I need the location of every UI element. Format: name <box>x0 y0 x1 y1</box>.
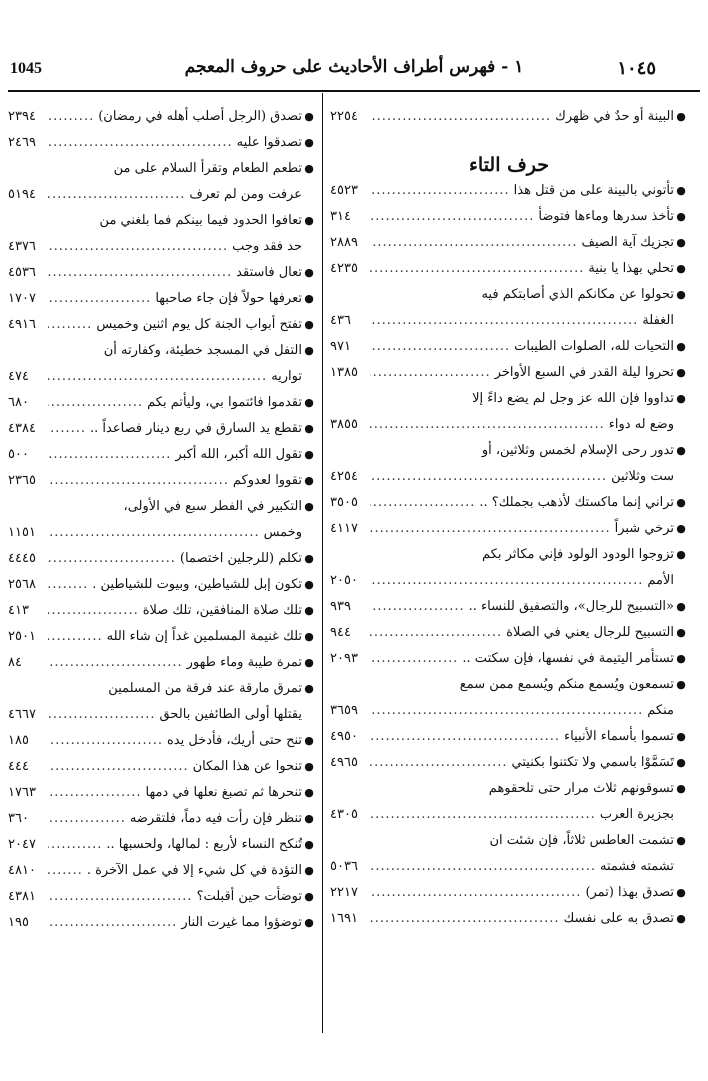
bullet-icon: ● <box>676 236 686 249</box>
page-number-latin: 1045 <box>10 60 42 77</box>
leader-dots <box>370 516 615 542</box>
leader-dots <box>48 182 189 208</box>
index-entry-continuation <box>8 702 316 728</box>
index-entry-continuation <box>330 308 688 334</box>
index-entry <box>330 828 688 854</box>
leader-dots <box>48 286 155 312</box>
leader-dots <box>370 308 642 334</box>
index-entry <box>8 208 316 234</box>
leader-dots <box>370 750 512 776</box>
index-entry-continuation <box>8 234 316 260</box>
hadith-number: ٢٠٩٣ <box>330 651 358 666</box>
index-entry <box>330 282 688 308</box>
hadith-number: ١٣٨٥ <box>330 365 358 380</box>
leader-dots <box>48 754 193 780</box>
entry-text: عرفت ومن لم تعرف <box>189 187 302 202</box>
hadith-number: ٩٧١ <box>330 339 351 354</box>
hadith-number: ٤١٣ <box>8 603 29 618</box>
leader-dots <box>370 698 647 724</box>
entry-text: تستأمر اليتيمة في نفسها، فإن سكتت .. <box>462 651 674 666</box>
hadith-number: ٤٤٤٥ <box>8 551 36 566</box>
hadith-number: ٣٦٥٩ <box>330 703 358 718</box>
bullet-icon: ● <box>304 812 314 825</box>
index-entry <box>330 906 688 932</box>
index-entry <box>8 130 316 156</box>
leader-dots <box>48 780 146 806</box>
entry-text: تقووا لعدوكم <box>232 473 302 488</box>
index-entry <box>8 442 316 468</box>
entry-text: تأخذ سدرها وماءها فتوضأ <box>538 209 674 224</box>
hadith-number: ٤٣٧٦ <box>8 239 36 254</box>
index-entry <box>8 624 316 650</box>
bullet-icon: ● <box>304 916 314 929</box>
leader-dots <box>48 442 175 468</box>
left-column <box>8 104 316 936</box>
index-entry <box>330 646 688 672</box>
entry-text: تشمته فشمته <box>600 859 674 874</box>
entry-text: تُنكح النساء لأربع : لمالها، ولحسبها .. <box>106 837 302 852</box>
bullet-icon: ● <box>676 184 686 197</box>
bullet-icon: ● <box>676 366 686 379</box>
index-entry <box>8 286 316 312</box>
leader-dots <box>48 468 233 494</box>
bullet-icon: ● <box>304 136 314 149</box>
entry-text: تواريه <box>271 369 302 384</box>
bullet-icon: ● <box>304 110 314 123</box>
entry-text: التسبيح للرجال يعني في الصلاة <box>506 625 674 640</box>
entry-text: تمرق مارقة عند فرقة من المسلمين <box>108 681 302 696</box>
hadith-number: ٤٥٢٣ <box>330 183 358 198</box>
hadith-number: ٩٣٩ <box>330 599 351 614</box>
index-entry-continuation <box>330 464 688 490</box>
bullet-icon: ● <box>676 912 686 925</box>
bullet-icon: ● <box>676 626 686 639</box>
hadith-number: ٤١١٧ <box>330 521 358 536</box>
leader-dots <box>48 572 92 598</box>
entry-text: تحولوا عن مكانكم الذي أصابتكم فيه <box>481 287 674 302</box>
index-entry-continuation <box>330 568 688 594</box>
leader-dots <box>370 412 609 438</box>
entry-text: البينة أو حدٌ في ظهرك <box>555 109 674 124</box>
hadith-number: ٨٤ <box>8 655 22 670</box>
entry-text: تراني إنما ماكستك لأذهب بجملك؟ .. <box>479 495 674 510</box>
entry-text: تشمت العاطس ثلاثاً، فإن شئت ان <box>489 833 674 848</box>
leader-dots <box>48 650 187 676</box>
index-entry-continuation <box>330 854 688 880</box>
leader-dots <box>370 854 600 880</box>
bullet-icon: ● <box>676 288 686 301</box>
bullet-icon: ● <box>676 522 686 535</box>
index-entry <box>330 516 688 542</box>
entry-text: تكون إبل للشياطين، وبيوت للشياطين . <box>92 577 302 592</box>
header-rule <box>8 90 700 92</box>
section-heading-text: حرف التاء <box>468 154 550 176</box>
entry-text: تكلم (للرجلين اختصما) <box>179 551 302 566</box>
leader-dots <box>370 464 611 490</box>
bullet-icon: ● <box>676 782 686 795</box>
hadith-number: ٤٩١٦ <box>8 317 36 332</box>
entry-text: وضع له دواء <box>608 417 674 432</box>
leader-dots <box>48 598 143 624</box>
bullet-icon: ● <box>304 396 314 409</box>
hadith-number: ٤٤٤ <box>8 759 29 774</box>
bullet-icon: ● <box>304 552 314 565</box>
entry-text: تحروا ليلة القدر في السبع الأواخر <box>494 365 674 380</box>
index-entry-continuation <box>330 698 688 724</box>
index-entry <box>8 910 316 936</box>
leader-dots <box>48 130 237 156</box>
index-entry <box>330 204 688 230</box>
entry-text: التفل في المسجد خطيئة، وكفارته أن <box>103 343 302 358</box>
bullet-icon: ● <box>304 890 314 903</box>
hadith-number: ١٩٥ <box>8 915 29 930</box>
leader-dots <box>48 364 271 390</box>
bullet-icon: ● <box>676 756 686 769</box>
index-entry <box>330 724 688 750</box>
leader-dots <box>370 204 538 230</box>
entry-text: تفتح أبواب الجنة كل يوم اثنين وخميس <box>96 317 302 332</box>
bullet-icon: ● <box>304 604 314 617</box>
leader-dots <box>48 806 130 832</box>
index-entry <box>330 594 688 620</box>
hadith-number: ١٦٩١ <box>330 911 358 926</box>
hadith-number: ١٧٠٧ <box>8 291 36 306</box>
hadith-number: ٤٢٥٤ <box>330 469 358 484</box>
index-entry <box>330 750 688 776</box>
bullet-icon: ● <box>304 682 314 695</box>
hadith-number: ٣٨٥٥ <box>330 417 358 432</box>
leader-dots <box>370 880 585 906</box>
hadith-number: ٢٣٩٤ <box>8 109 36 124</box>
index-entry <box>8 468 316 494</box>
hadith-number: ٢٨٨٩ <box>330 235 358 250</box>
entry-text: تعال فاستقد <box>236 265 302 280</box>
hadith-number: ٢٢١٧ <box>330 885 358 900</box>
entry-text: تنظر فإن رأت فيه دماً، فلتقرضه <box>129 811 302 826</box>
entry-text: تصدق (الرجل أصلب أهله في رمضان) <box>98 109 302 124</box>
bullet-icon: ● <box>304 656 314 669</box>
leader-dots <box>370 646 462 672</box>
leader-dots <box>48 312 96 338</box>
leader-dots <box>48 858 87 884</box>
hadith-number: ٢٤٦٩ <box>8 135 36 150</box>
entry-text: تقطع يد السارق في ربع دينار فصاعداً .. <box>90 421 302 436</box>
entry-text: تمرة طيبة وماء طهور <box>186 655 302 670</box>
leader-dots <box>370 256 588 282</box>
leader-dots <box>48 546 180 572</box>
hadith-number: ٣٦٠ <box>8 811 29 826</box>
bullet-icon: ● <box>304 474 314 487</box>
entry-text: ست وثلاثين <box>611 469 674 484</box>
hadith-number: ٢٠٥٠ <box>330 573 358 588</box>
hadith-number: ٥٠٠ <box>8 447 29 462</box>
hadith-number: ٢٠٤٧ <box>8 837 36 852</box>
index-entry <box>330 542 688 568</box>
entry-text: بجزيرة العرب <box>599 807 674 822</box>
hadith-number: ٤٩٥٠ <box>330 729 358 744</box>
hadith-number: ٤٨١٠ <box>8 863 36 878</box>
bullet-icon: ● <box>676 678 686 691</box>
index-entry <box>330 104 688 130</box>
hadith-number: ٥١٩٤ <box>8 187 36 202</box>
hadith-number: ١١٥١ <box>8 525 36 540</box>
bullet-icon: ● <box>676 262 686 275</box>
index-entry <box>330 334 688 360</box>
bullet-icon: ● <box>676 652 686 665</box>
index-entry <box>8 598 316 624</box>
entry-text: التكبير في الفطر سبع في الأولى، <box>123 499 302 514</box>
index-entry <box>8 390 316 416</box>
hadith-number: ٦٨٠ <box>8 395 29 410</box>
page-title: ١ - فهرس أطراف الأحاديث على حروف المعجم <box>184 57 524 77</box>
leader-dots <box>370 594 469 620</box>
leader-dots <box>48 702 160 728</box>
bullet-icon: ● <box>304 838 314 851</box>
entry-text: «التسبيح للرجال»، والتصفيق للنساء .. <box>468 599 674 614</box>
entry-text: تصدقوا عليه <box>236 135 302 150</box>
leader-dots <box>370 906 564 932</box>
hadith-number: ٤٩٦٥ <box>330 755 358 770</box>
leader-dots <box>370 724 564 750</box>
entry-text: الأمم <box>647 573 674 588</box>
entry-text: يقتلها أولى الطائفين بالحق <box>159 707 302 722</box>
index-entry-continuation <box>8 182 316 208</box>
leader-dots <box>370 802 600 828</box>
hadith-number: ٣٥٠٥ <box>330 495 358 510</box>
entry-text: توضأت حين أقبلت؟ <box>196 889 302 904</box>
index-entry <box>8 780 316 806</box>
bullet-icon: ● <box>676 730 686 743</box>
bullet-icon: ● <box>304 448 314 461</box>
index-entry <box>330 256 688 282</box>
bullet-icon: ● <box>304 734 314 747</box>
leader-dots <box>370 360 495 386</box>
bullet-icon: ● <box>304 630 314 643</box>
leader-dots <box>48 728 167 754</box>
bullet-icon: ● <box>304 214 314 227</box>
index-entry <box>330 776 688 802</box>
leader-dots <box>370 178 514 204</box>
index-entry <box>8 884 316 910</box>
hadith-number: ٢٣٦٥ <box>8 473 36 488</box>
hadith-number: ٢٥٦٨ <box>8 577 36 592</box>
entry-text: تقدموا فائتموا بي، وليأتم بكم <box>147 395 302 410</box>
bullet-icon: ● <box>676 834 686 847</box>
leader-dots <box>370 568 647 594</box>
leader-dots <box>48 416 90 442</box>
leader-dots <box>48 260 236 286</box>
hadith-number: ٢٥٠١ <box>8 629 36 644</box>
leader-dots <box>370 104 555 130</box>
entry-text: تزوجوا الودود الولود فإني مكاثر بكم <box>482 547 674 562</box>
index-entry <box>330 438 688 464</box>
bullet-icon: ● <box>676 340 686 353</box>
bullet-icon: ● <box>304 266 314 279</box>
index-entry <box>8 312 316 338</box>
entry-text: تقول الله أكبر، الله أكبر <box>175 447 302 462</box>
hadith-number: ٤٣٨٤ <box>8 421 36 436</box>
entry-text: حد فقد وجب <box>232 239 302 254</box>
bullet-icon: ● <box>304 292 314 305</box>
index-entry <box>8 832 316 858</box>
bullet-icon: ● <box>304 162 314 175</box>
entry-text: تنح حتى أريك، فأدخل يده <box>166 733 302 748</box>
leader-dots <box>48 884 197 910</box>
entry-text: منكم <box>647 703 674 718</box>
bullet-icon: ● <box>304 786 314 799</box>
index-entry <box>330 490 688 516</box>
bullet-icon: ● <box>676 110 686 123</box>
hadith-number: ٤٣٠٥ <box>330 807 358 822</box>
bullet-icon: ● <box>304 500 314 513</box>
entry-text: توضؤوا مما غيرت النار <box>181 915 302 930</box>
hadith-number: ٩٤٤ <box>330 625 351 640</box>
entry-text: تصدق به على نفسك <box>563 911 674 926</box>
right-column <box>330 104 688 932</box>
entry-text: التحيات لله، الصلوات الطيبات <box>514 339 674 354</box>
entry-text: تدور رحى الإسلام لخمس وثلاثين، أو <box>481 443 674 458</box>
entry-text: تَسَمَّوْا باسمي ولا تكتنوا بكنيتي <box>511 755 674 770</box>
leader-dots <box>48 104 98 130</box>
entry-text: الغفلة <box>642 313 674 328</box>
entry-text: تسوقونهم ثلاث مرار حتى تلحقوهم <box>488 781 674 796</box>
index-entry <box>8 260 316 286</box>
index-entry <box>330 880 688 906</box>
hadith-number: ٥٠٣٦ <box>330 859 358 874</box>
bullet-icon: ● <box>676 392 686 405</box>
bullet-icon: ● <box>676 886 686 899</box>
index-entry <box>8 338 316 364</box>
entry-text: تجزيك آية الصيف <box>581 235 674 250</box>
index-entry <box>8 546 316 572</box>
entry-text: وخمس <box>263 525 302 540</box>
index-entry-continuation <box>8 364 316 390</box>
index-entry <box>8 156 316 182</box>
bullet-icon: ● <box>304 578 314 591</box>
entry-text: تسموا بأسماء الأنبياء <box>564 729 674 744</box>
index-entry-continuation <box>330 802 688 828</box>
index-entry <box>8 858 316 884</box>
entry-text: تنحرها ثم تصبغ نعلها في دمها <box>145 785 302 800</box>
entry-text: ترخي شبراً <box>614 521 674 536</box>
entry-text: تصدق بهذا (تمر) <box>585 885 674 900</box>
entry-text: تعافوا الحدود فيما بينكم فما بلغني من <box>99 213 302 228</box>
hadith-number: ٢٢٥٤ <box>330 109 358 124</box>
index-entry <box>8 494 316 520</box>
entry-text: تعرفها حولاً فإن جاء صاحبها <box>155 291 302 306</box>
index-entry <box>8 806 316 832</box>
leader-dots <box>48 910 181 936</box>
leader-dots <box>48 520 264 546</box>
hadith-number: ٤٥٣٦ <box>8 265 36 280</box>
hadith-number: ١٧٦٣ <box>8 785 36 800</box>
index-entry <box>8 416 316 442</box>
bullet-icon: ● <box>676 548 686 561</box>
leader-dots <box>370 620 506 646</box>
bullet-icon: ● <box>304 318 314 331</box>
index-entry <box>8 572 316 598</box>
column-divider <box>322 93 323 1033</box>
entry-text: تسمعون ويُسمع منكم ويُسمع ممن سمع <box>459 677 674 692</box>
hadith-number: ٤٢٣٥ <box>330 261 358 276</box>
index-entry <box>8 728 316 754</box>
page-header <box>0 52 708 88</box>
bullet-icon: ● <box>304 422 314 435</box>
index-entry <box>8 676 316 702</box>
bullet-icon: ● <box>676 444 686 457</box>
hadith-number: ٤٣٨١ <box>8 889 36 904</box>
leader-dots <box>370 490 479 516</box>
bullet-icon: ● <box>676 496 686 509</box>
index-entry-continuation <box>330 412 688 438</box>
bullet-icon: ● <box>304 864 314 877</box>
leader-dots <box>48 234 232 260</box>
leader-dots <box>48 832 106 858</box>
bullet-icon: ● <box>676 210 686 223</box>
index-entry <box>330 360 688 386</box>
hadith-number: ٣١٤ <box>330 209 351 224</box>
entry-text: تأتوني بالبينة على من قتل هذا <box>513 183 674 198</box>
bullet-icon: ● <box>676 600 686 613</box>
entry-text: تداووا فإن الله عز وجل لم يضع داءً إلا <box>472 391 674 406</box>
page-number-arabic: ١٠٤٥ <box>617 58 656 79</box>
index-entry <box>330 178 688 204</box>
entry-text: تلك غنيمة المسلمين غداً إن شاء الله <box>106 629 302 644</box>
leader-dots <box>48 624 107 650</box>
entry-text: تنحوا عن هذا المكان <box>192 759 302 774</box>
hadith-number: ٤٧٤ <box>8 369 29 384</box>
index-entry <box>330 620 688 646</box>
section-heading <box>330 130 688 178</box>
hadith-number: ١٨٥ <box>8 733 29 748</box>
leader-dots <box>370 230 582 256</box>
index-entry <box>330 230 688 256</box>
entry-text: تطعم الطعام وتقرأ السلام على من <box>113 161 302 176</box>
index-entry <box>8 104 316 130</box>
bullet-icon: ● <box>304 344 314 357</box>
index-entry <box>330 386 688 412</box>
index-entry <box>8 754 316 780</box>
index-entry-continuation <box>8 520 316 546</box>
hadith-number: ٤٣٦ <box>330 313 351 328</box>
leader-dots <box>370 334 514 360</box>
hadith-number: ٤٦٦٧ <box>8 707 36 722</box>
entry-text: تلك صلاة المنافقين، تلك صلاة <box>142 603 302 618</box>
index-entry <box>330 672 688 698</box>
index-entry <box>8 650 316 676</box>
leader-dots <box>48 390 147 416</box>
bullet-icon: ● <box>304 760 314 773</box>
entry-text: تحلي بهذا يا بنية <box>588 261 674 276</box>
entry-text: التؤدة في كل شيء إلا في عمل الآخرة . <box>86 863 302 878</box>
